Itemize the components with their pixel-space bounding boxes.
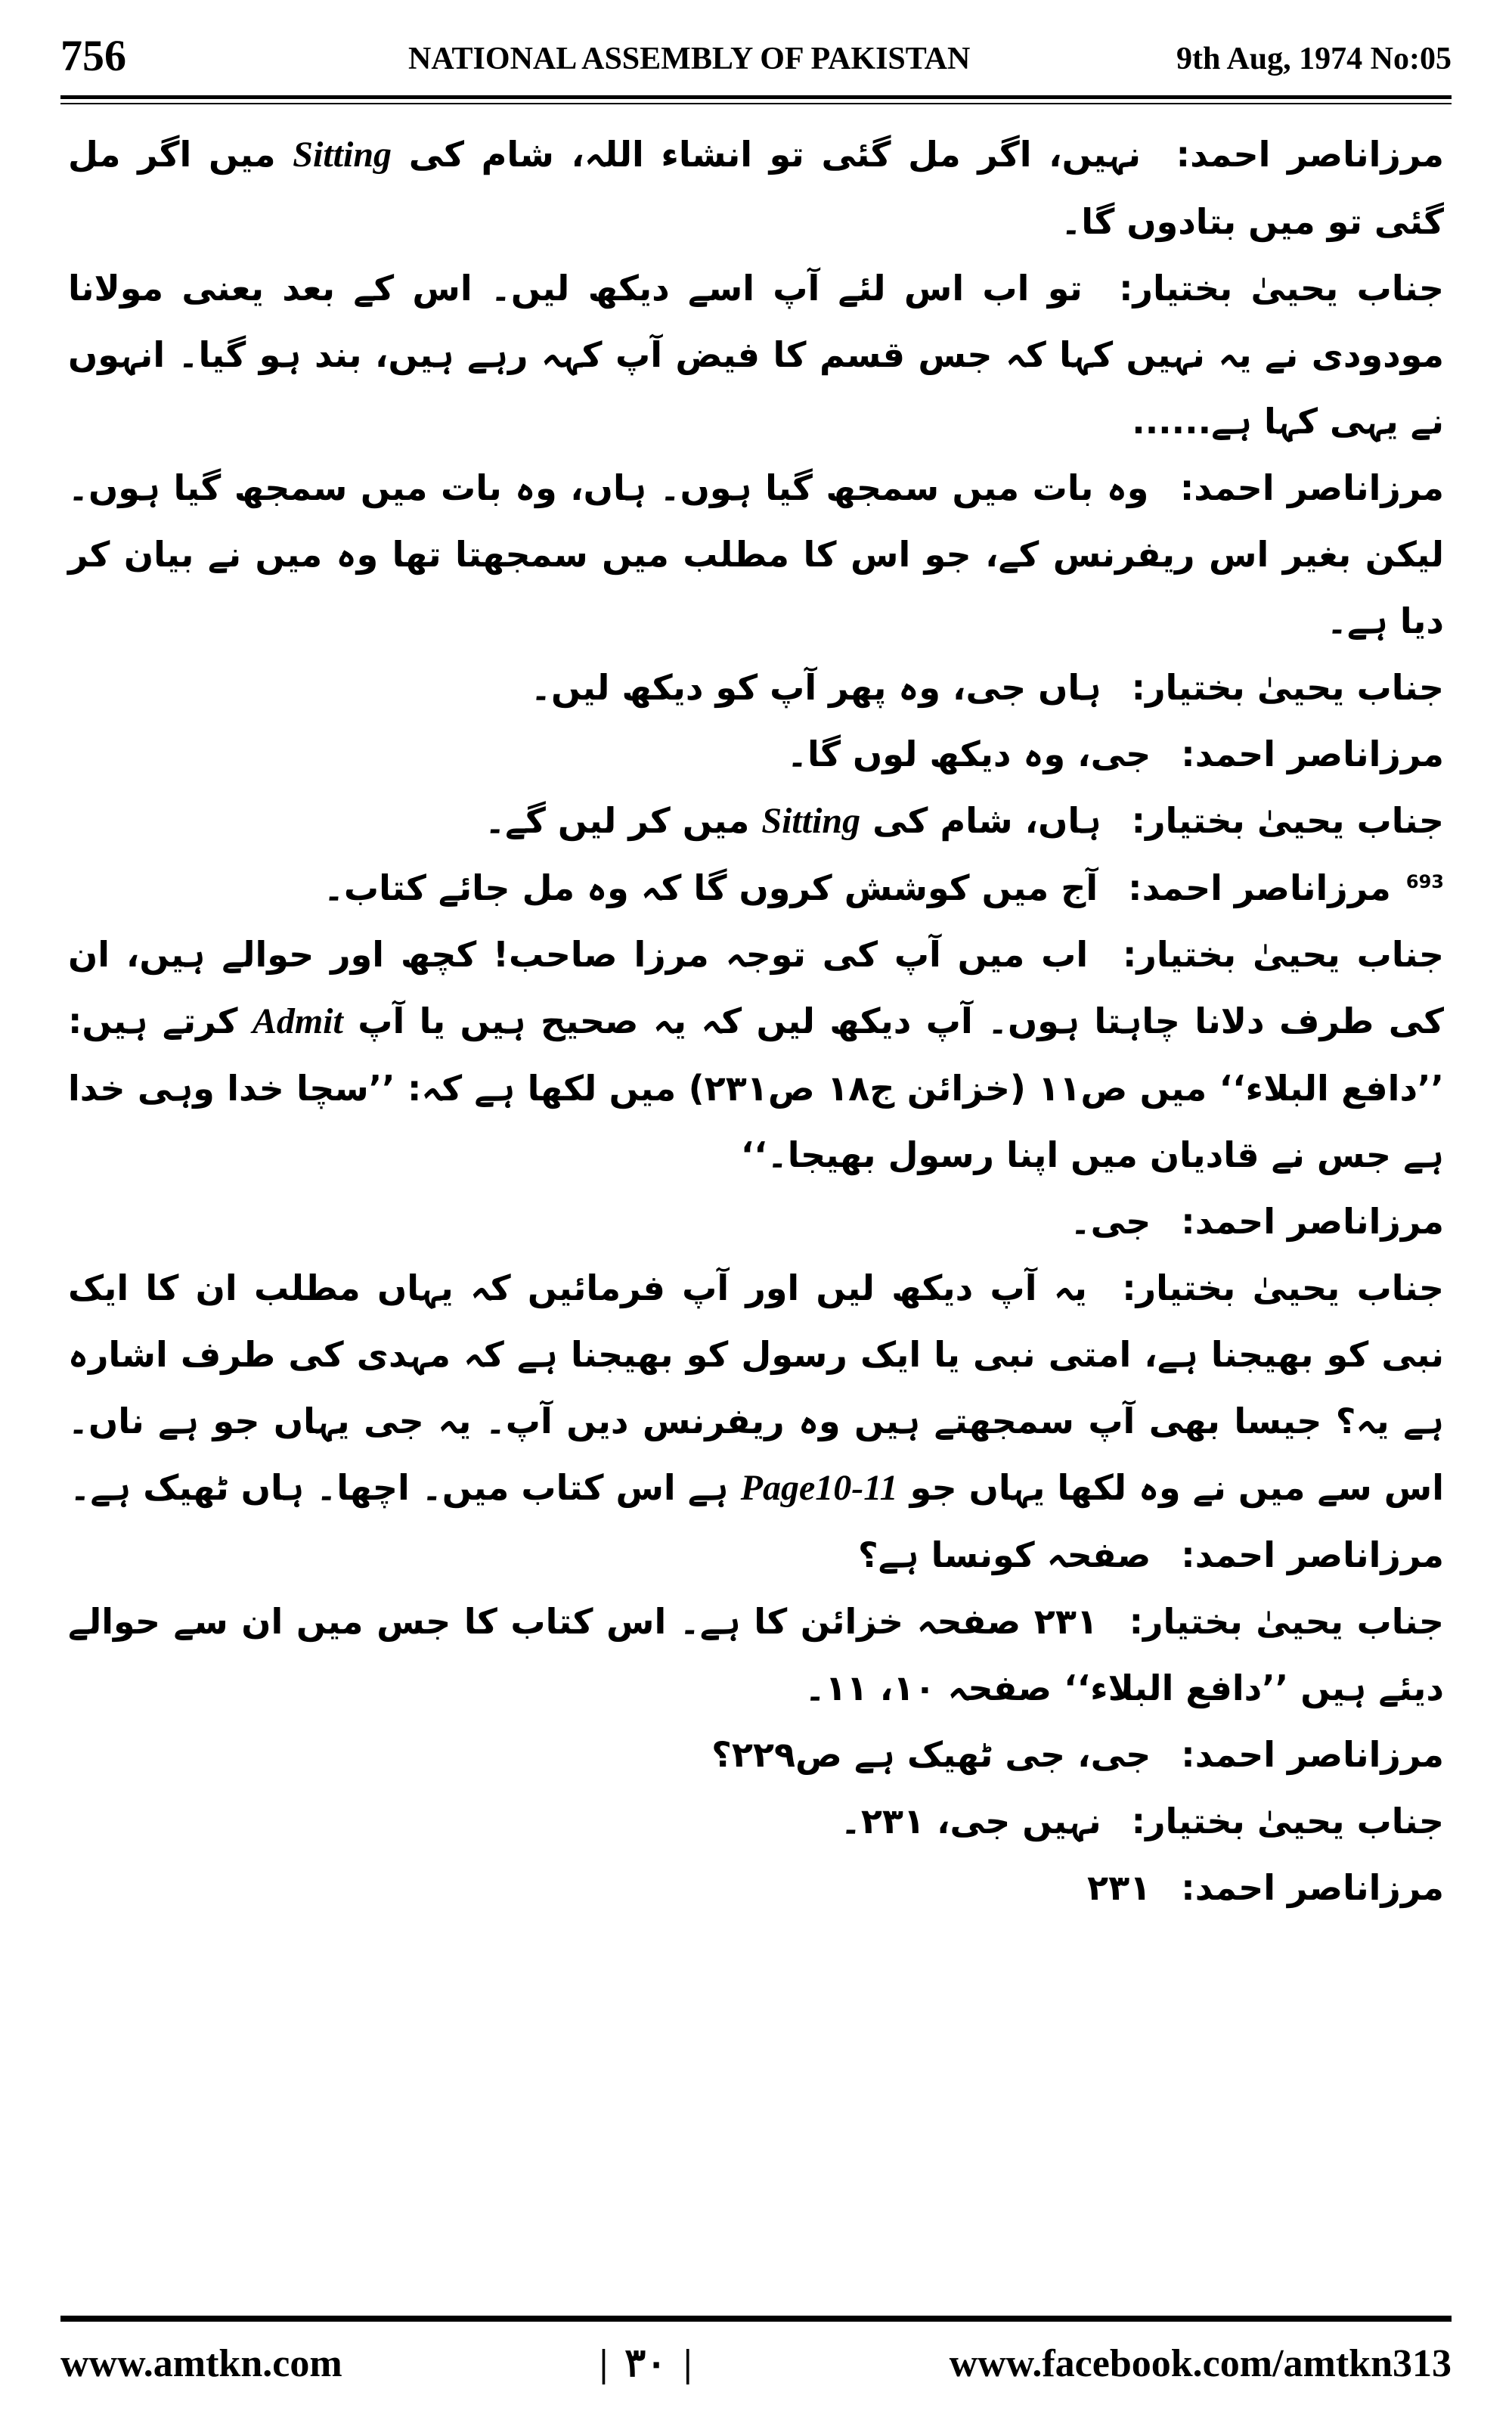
header-rule: [60, 95, 1452, 99]
footer-rule: [60, 2316, 1452, 2322]
header-rule-thin: [60, 103, 1452, 104]
speaker-label: جناب یحییٰ بختیار:: [1131, 800, 1444, 841]
paragraph-7: [68, 855, 1444, 921]
paragraph-8: [68, 921, 1444, 1188]
paragraph-13: [68, 1721, 1444, 1788]
footer-separator: |: [599, 2341, 609, 2385]
speaker-label: مرزاناصر احمد:: [1128, 867, 1391, 908]
paragraph-6: [68, 787, 1444, 855]
paragraph-1: [68, 121, 1444, 255]
paragraph-11: [68, 1522, 1444, 1588]
transcript-body: [68, 121, 1444, 2299]
paragraph-text: جی، جی ٹھیک ہے ص۲۲۹؟: [711, 1734, 1151, 1775]
speaker-label: مرزاناصر احمد:: [1181, 734, 1444, 774]
speaker-label: مرزاناصر احمد:: [1181, 1534, 1444, 1575]
footnote-marker: 693: [1405, 870, 1444, 892]
paragraph-12: [68, 1588, 1444, 1721]
paragraph-text: نہیں، اگر مل گئی تو انشاء اللہ، شام کی: [408, 134, 1142, 175]
paragraph-14: [68, 1788, 1444, 1854]
speaker-label: جناب یحییٰ بختیار:: [1131, 667, 1444, 708]
page-header: [60, 30, 1452, 91]
paragraph-text: یہ آپ دیکھ لیں اور آپ فرمائیں کہ یہاں مطلب ان کا ایک نبی کو بھیجنا ہے، امتی نبی یا ایک رسول کو بھیجنا ہے کہ مہدی کی طرف اشارہ ہے یہ؟ جیسا بھی آپ سمجھتے ہیں وہ ریفرنس دیں آپ۔ یہ جی یہاں جو ہے ناں۔ اس سے میں نے وہ لکھا یہاں جو: [68, 1267, 1444, 1508]
footer-page-urdu: ۳۰: [624, 2342, 668, 2385]
paragraph-text: نہیں جی، ۲۳۱۔: [840, 1801, 1101, 1841]
speaker-label: مرزاناصر احمد:: [1176, 134, 1445, 175]
header-title: NATIONAL ASSEMBLY OF PAKISTAN: [408, 42, 971, 76]
speaker-label: مرزاناصر احمد:: [1181, 1201, 1444, 1242]
speaker-label: جناب یحییٰ بختیار:: [1119, 268, 1445, 309]
paragraph-2: [68, 255, 1444, 455]
paragraph-text: جی۔: [1070, 1201, 1151, 1242]
paragraph-5: [68, 721, 1444, 787]
paragraph-text: آج میں کوشش کروں گا کہ وہ مل جائے کتاب۔: [323, 867, 1098, 908]
paragraph-9: [68, 1188, 1444, 1255]
speaker-label: جناب یحییٰ بختیار:: [1131, 1801, 1444, 1841]
latin-term: Sitting: [761, 801, 861, 841]
paragraph-text: میں اگر مل گئی تو میں بتادوں گا۔: [68, 134, 1444, 242]
speaker-label: جناب یحییٰ بختیار:: [1129, 1601, 1445, 1642]
paragraph-text: صفحہ کونسا ہے؟: [858, 1534, 1151, 1575]
speaker-label: جناب یحییٰ بختیار:: [1123, 934, 1445, 975]
paragraph-text: میں کر لیں گے۔: [485, 800, 750, 841]
footer-website-link[interactable]: www.amtkn.com: [60, 2341, 342, 2385]
footer-facebook-link[interactable]: www.facebook.com/amtkn313: [949, 2341, 1452, 2385]
paragraph-text: جی، وہ دیکھ لوں گا۔: [787, 734, 1151, 774]
speaker-label: مرزاناصر احمد:: [1181, 1867, 1444, 1908]
page-footer: [60, 2329, 1452, 2397]
speaker-label: مرزاناصر احمد:: [1181, 1734, 1444, 1775]
paragraph-text: ۲۳۱ صفحہ خزائن کا ہے۔ اس کتاب کا جس میں ان سے حوالے دیئے ہیں ’’دافع البلاء‘‘ صفحہ ۱۰، ۱۱۔: [68, 1601, 1444, 1708]
paragraph-15: [68, 1854, 1444, 1921]
paragraph-text: وہ بات میں سمجھ گیا ہوں۔ ہاں، وہ بات میں سمجھ گیا ہوں۔ لیکن بغیر اس ریفرنس کے، جو اس کا مطلب میں سمجھتا تھا وہ میں نے بیان کر دیا ہے۔: [68, 467, 1444, 641]
paragraph-10: [68, 1255, 1444, 1522]
footer-separator: |: [683, 2341, 692, 2385]
paragraph-4: [68, 654, 1444, 721]
paragraph-text: ہاں، شام کی: [872, 800, 1101, 841]
speaker-label: مرزاناصر احمد:: [1179, 467, 1444, 508]
paragraph-text: اب میں آپ کی توجہ مرزا صاحب! کچھ اور حوالے ہیں، ان کی طرف دلانا چاہتا ہوں۔ آپ دیکھ لیں کہ یہ صحیح ہیں یا آپ: [68, 934, 1444, 1041]
page-number: 756: [60, 31, 126, 80]
header-date: 9th Aug, 1974 No:05: [1176, 42, 1452, 76]
footer-page-number: [583, 2341, 709, 2386]
speaker-label: جناب یحییٰ بختیار:: [1122, 1267, 1444, 1308]
paragraph-text: کرتے ہیں: ’’دافع البلاء‘‘ میں ص۱۱ (خزائن ج۱۸ ص۲۳۱) میں لکھا ہے کہ: ’’سچا خدا وہی خدا ہے جس نے قادیان میں اپنا رسول بھیجا۔‘‘: [68, 1001, 1445, 1175]
paragraph-text: ہے اس کتاب میں۔ اچھا۔ ہاں ٹھیک ہے۔: [70, 1467, 729, 1508]
paragraph-text: تو اب اس لئے آپ اسے دیکھ لیں۔ اس کے بعد یعنی مولانا مودودی نے یہ نہیں کہا کہ جس قسم کا فیض آپ کہہ رہے ہیں، بند ہو گیا۔ انہوں نے یہی کہا ہے......: [68, 268, 1444, 442]
paragraph-text: ۲۳۱: [1087, 1867, 1151, 1908]
paragraph-3: [68, 455, 1444, 654]
latin-term: Admit: [252, 1001, 343, 1041]
paragraph-text: ہاں جی، وہ پھر آپ کو دیکھ لیں۔: [531, 667, 1101, 708]
latin-term: Page10-11: [740, 1468, 898, 1508]
latin-term: Sitting: [293, 135, 392, 175]
